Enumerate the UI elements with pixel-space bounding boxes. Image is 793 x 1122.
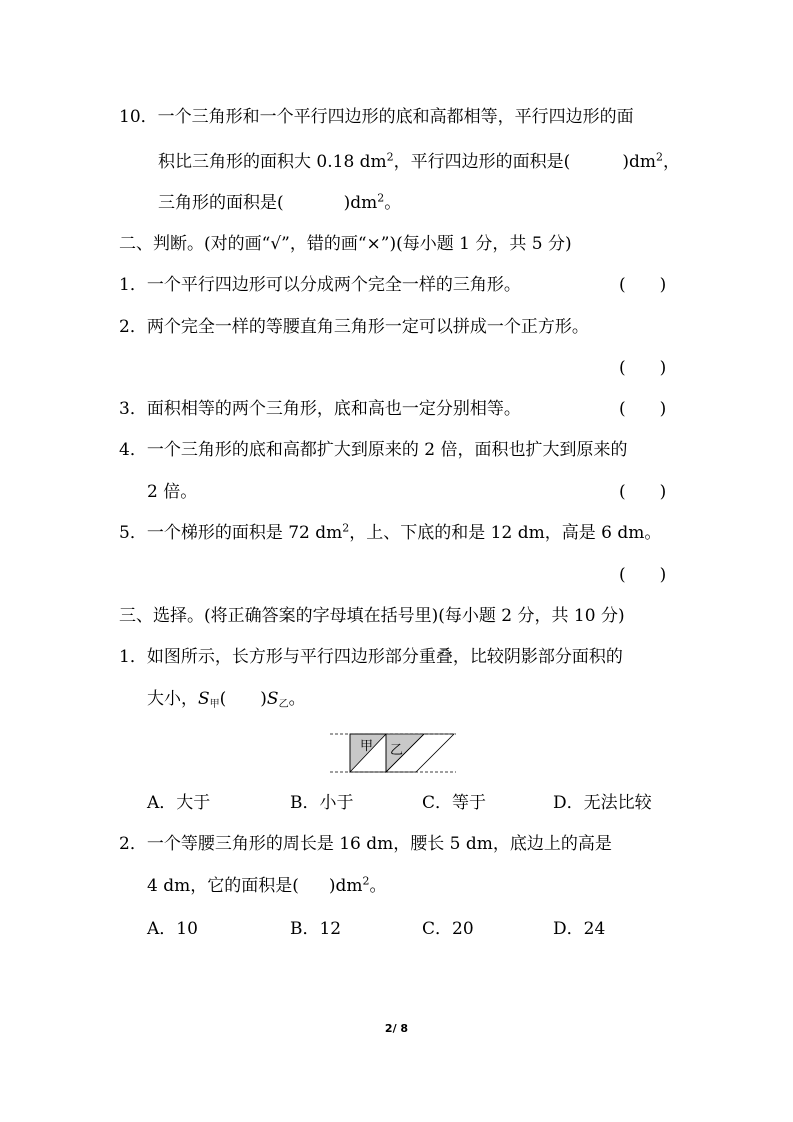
choice-q2-line-2 [147,875,387,897]
superscript: 2 [362,874,370,888]
q10-line3-text-b: )dm [343,193,378,213]
superscript: 2 [377,191,385,205]
section-3-title: 三、选择。(将正确答案的字母填在括号里)(每小题 2 分，共 10 分) [119,606,625,626]
judge-q3: 3．面积相等的两个三角形，底和高也一定分别相等。 [119,399,521,419]
judge-q5-text-a: 5．一个梯形的面积是 72 dm [119,523,343,543]
superscript: 2 [386,150,394,164]
choice-q1-option-d: D．无法比较 [553,793,652,813]
choice-q1-end: 。 [288,689,306,709]
q10-line2-text-d: ， [662,152,680,172]
superscript: 2 [342,521,350,535]
judge-q2-answer: ( ) [619,358,667,378]
judge-q2: 2．两个完全一样的等腰直角三角形一定可以拼成一个正方形。 [119,317,589,337]
superscript: 2 [655,150,663,164]
choice-q2-text-c: 。 [369,876,387,896]
judge-q3-answer: ( ) [619,399,667,419]
choice-q2-option-b: B．12 [290,919,342,939]
judge-q1: 1．一个平行四边形可以分成两个完全一样的三角形。 [119,275,521,295]
judge-q1-answer: ( ) [619,275,667,295]
q10-line3-text-c: 。 [384,193,402,213]
q10-line2-text-b: ，平行四边形的面积是( [393,152,571,172]
area-symbol: S [266,689,279,709]
judge-q4-answer: ( ) [619,482,667,502]
choice-q1-line-1: 1．如图所示，长方形与平行四边形部分重叠，比较阴影部分面积的 [119,647,623,667]
choice-q1-option-b: B．小于 [290,793,354,813]
q10-line-1: 10．一个三角形和一个平行四边形的底和高都相等，平行四边形的面 [119,107,634,127]
choice-q2-option-a: A．10 [147,919,198,939]
judge-q5-text-b: ，上、下底的和是 12 dm，高是 6 dm。 [349,523,662,543]
choice-q1-text-a: 大小， [147,689,198,709]
q10-line3-text-a: 三角形的面积是( [158,193,284,213]
q10-line-2 [158,151,680,173]
choice-q2-line-1: 2．一个等腰三角形的周长是 16 dm，腰长 5 dm，底边上的高是 [119,834,612,854]
area-symbol: S [198,689,210,709]
q10-line-3 [158,192,401,214]
choice-q2-option-d: D．24 [553,919,606,939]
judge-q4-line-1: 4．一个三角形的底和高都扩大到原来的 2 倍，面积也扩大到原来的 [119,440,628,460]
choice-q2-text-b: )dm [328,876,363,896]
choice-q1-blank: ( ) [219,689,267,709]
section-2-title: 二、判断。(对的画“√”，错的画“×”)(每小题 1 分，共 5 分) [119,234,572,254]
choice-q1-line-2 [147,688,306,713]
judge-q4-line-2: 2 倍。 [147,482,198,502]
page-number: 2/ 8 [384,1022,409,1035]
judge-q5-answer: ( ) [619,565,667,585]
figure-label-jia: 甲 [360,739,374,754]
choice-q2-option-c: C．20 [422,919,474,939]
overlap-figure [330,728,456,778]
subscript-yi: 乙 [278,699,289,710]
q10-line2-text-a: 积比三角形的面积大 0.18 dm [158,152,387,172]
judge-q5 [119,522,661,544]
choice-q1-option-a: A．大于 [147,793,211,813]
q10-line2-text-c: )dm [622,152,656,172]
subscript-jia: 甲 [209,699,220,710]
figure-label-yi: 乙 [390,743,404,758]
choice-q1-option-c: C．等于 [422,793,487,813]
choice-q2-text-a: 4 dm，它的面积是( [147,876,299,896]
